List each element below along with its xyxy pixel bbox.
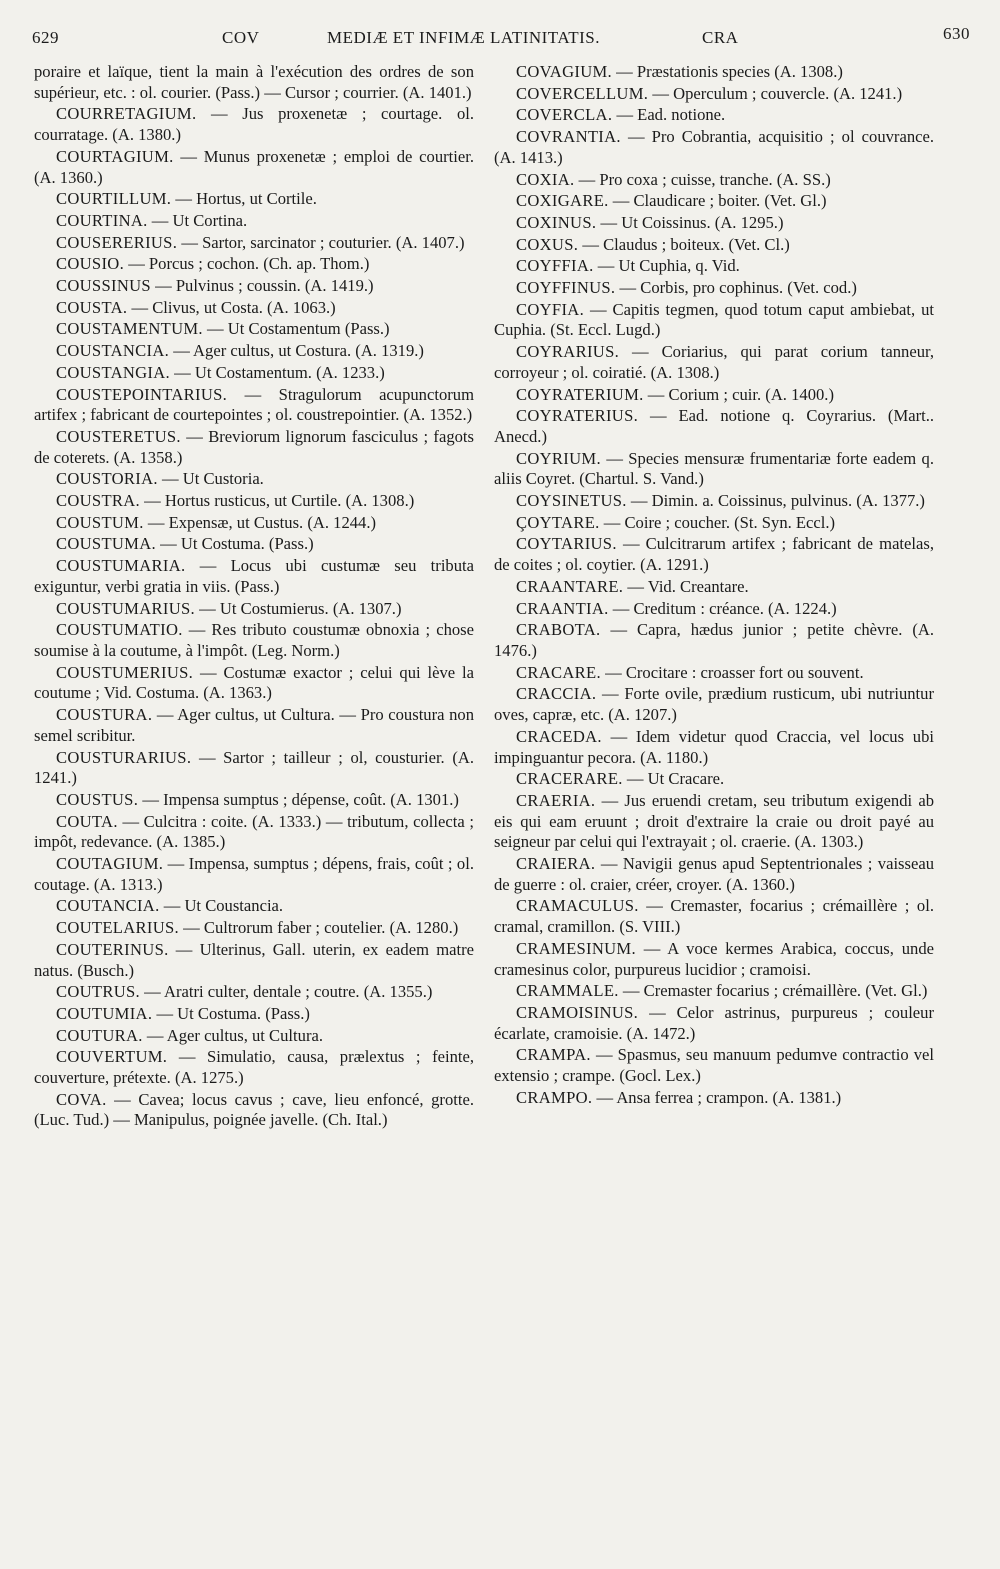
entry-definition: poraire et laïque, tient la main à l'exécution des ordres de son supérieur, etc. : ol. courier. (Pass.) — Cursor ; courrier. (A. 1401.): [34, 62, 474, 102]
dictionary-entry: [34, 104, 474, 145]
entry-definition: — Crocitare : croasser fort ou souvent.: [605, 662, 864, 682]
entry-definition: — Stragulorum acupunctorum artifex ; fabricant de courtepointes ; ol. coustrepointier. (A. 1352.): [34, 384, 474, 425]
entry-definition: — Celor astrinus, purpureus ; couleur écarlate, cramoisie. (A. 1472.): [494, 1002, 934, 1043]
entry-headword: COVA.: [56, 1089, 107, 1109]
entry-headword: COUTURA.: [56, 1025, 143, 1045]
entry-definition: — Res tributo coustumæ obnoxia ; chose soumise à la coutume, à l'impôt. (Leg. Norm.): [34, 620, 474, 660]
entry-definition: — Ut Cortina.: [151, 210, 248, 230]
entry-definition: — Ager cultus, ut Costura. (A. 1319.): [173, 341, 424, 361]
entry-definition: — Sartor ; tailleur ; ol, cousturier. (A. 1241.): [34, 747, 474, 788]
entry-definition: — Ead. notione.: [616, 105, 726, 125]
dictionary-entry: [34, 491, 474, 512]
entry-headword: COYRATERIUS.: [516, 406, 639, 426]
entry-headword: CRAMESINUM.: [516, 938, 636, 958]
entry-headword: COUTAGIUM.: [56, 854, 164, 874]
entry-headword: CRAMOISINUS.: [516, 1002, 639, 1022]
entry-definition: — Hortus, ut Cortile.: [175, 189, 317, 209]
entry-headword: COUSTURARIUS.: [56, 747, 192, 767]
entry-definition: — Impensa, sumptus ; dépens, frais, coût ; ol. coutage. (A. 1313.): [34, 854, 474, 894]
entry-headword: COUTUMIA.: [56, 1003, 153, 1023]
dictionary-entry: [34, 469, 474, 490]
dictionary-entry: [34, 276, 474, 297]
entry-headword: COYFIA.: [516, 299, 585, 319]
dictionary-entry: [34, 341, 474, 362]
dictionary-entry: [494, 577, 934, 598]
entry-definition: — Cultrorum faber ; coutelier. (A. 1280.): [183, 918, 459, 938]
entry-definition: — Munus proxenetæ ; emploi de courtier. (A. 1360.): [34, 146, 474, 187]
dictionary-entry: [494, 235, 934, 256]
entry-definition: — Porcus ; cochon. (Ch. ap. Thom.): [128, 254, 370, 274]
dictionary-entry: [34, 385, 474, 426]
entry-definition: — Ut Coustancia.: [163, 896, 284, 916]
dictionary-entry: [34, 982, 474, 1003]
dictionary-entry: [34, 556, 474, 597]
entry-definition: — Aratri culter, dentale ; coutre. (A. 1355.): [144, 982, 433, 1002]
entry-headword: CRAMACULUS.: [516, 896, 639, 916]
dictionary-entry: [494, 342, 934, 383]
entry-headword: COYRARIUS.: [516, 342, 620, 362]
page-number-left: 629: [32, 28, 59, 47]
dictionary-entry: [494, 1045, 934, 1086]
dictionary-entry: [494, 939, 934, 980]
entry-headword: COUSTUS.: [56, 789, 139, 809]
dictionary-entry: [494, 791, 934, 853]
dictionary-entry: [494, 896, 934, 937]
entry-headword: COUSTUMARIUS.: [56, 598, 195, 618]
dictionary-entry: [34, 254, 474, 275]
entry-headword: CRACCIA.: [516, 684, 597, 704]
entry-headword: COUSTUMATIO.: [56, 620, 183, 640]
dictionary-entry: [494, 105, 934, 126]
dictionary-entry: [494, 300, 934, 341]
entry-headword: CRAANTARE.: [516, 576, 624, 596]
entry-definition: — Corium ; cuir. (A. 1400.): [647, 384, 834, 404]
dictionary-entry: [494, 170, 934, 191]
entry-headword: COUTELARIUS.: [56, 918, 179, 938]
dictionary-entry: [494, 981, 934, 1002]
dictionary-entry: [34, 705, 474, 746]
entry-headword: COUSTUMERIUS.: [56, 662, 194, 682]
entry-definition: — Claudus ; boiteux. (Vet. Cl.): [582, 234, 790, 254]
entry-definition: — Pulvinus ; coussin. (A. 1419.): [155, 276, 374, 296]
dictionary-entry: [34, 854, 474, 895]
dictionary-entry: [34, 363, 474, 384]
dictionary-entry: [494, 534, 934, 575]
entry-headword: CRACARE.: [516, 662, 601, 682]
entry-definition: — Ulterinus, Gall. uterin, ex eadem matre natus. (Busch.): [34, 939, 474, 980]
entry-definition: — Impensa sumptus ; dépense, coût. (A. 1301.): [142, 789, 459, 809]
entry-headword: COUSTERETUS.: [56, 426, 181, 446]
entry-definition: — A voce kermes Arabica, coccus, unde cramesinus color, purpureus lucidior ; cramoisi.: [494, 938, 934, 979]
entry-headword: COUSTURA.: [56, 705, 153, 725]
entry-definition: — Idem videtur quod Craccia, vel locus ubi impinguantur pecora. (A. 1180.): [494, 726, 934, 767]
entry-definition: — Pro Cobrantia, acquisitio ; ol couvrance. (A. 1413.): [494, 127, 934, 167]
dictionary-entry: [34, 599, 474, 620]
entry-definition: — Creditum : créance. (A. 1224.): [612, 598, 837, 618]
dictionary-entry: [494, 513, 934, 534]
dictionary-entry: [34, 918, 474, 939]
dictionary-entry: [494, 213, 934, 234]
entry-definition: — Ansa ferrea ; crampon. (A. 1381.): [596, 1087, 842, 1107]
dictionary-entry: [34, 233, 474, 254]
entry-definition: — Sartor, sarcinator ; couturier. (A. 1407.): [181, 232, 465, 252]
entry-headword: COUSTUMA.: [56, 534, 156, 554]
entry-headword: CRAANTIA.: [516, 598, 609, 618]
dictionary-entry: [494, 1003, 934, 1044]
entry-headword: COUSTA.: [56, 297, 128, 317]
entry-headword: COVERCLA.: [516, 105, 613, 125]
dictionary-entry: [34, 189, 474, 210]
entry-definition: — Jus eruendi cretam, seu tributum exigendi ab eis qui eam eruunt ; droit d'extraire la craie ou droit payé au seigneur par celui qui l'extrayait ; ol. craerie. (A. 1303.): [494, 790, 934, 852]
entry-headword: COYRATERIUM.: [516, 384, 644, 404]
entry-headword: COUTANCIA.: [56, 896, 160, 916]
entry-definition: — Species mensuræ frumentariæ forte eadem q. aliis Coyret. (Chartul. S. Vand.): [494, 448, 934, 489]
entry-definition: — Coriarius, qui parat corium tanneur, corroyeur ; ol. coiratié. (A. 1308.): [494, 342, 934, 382]
entry-headword: COURTAGIUM.: [56, 146, 174, 166]
dictionary-entry: [494, 599, 934, 620]
dictionary-entry: [494, 385, 934, 406]
entry-headword: ÇOYTARE.: [516, 512, 600, 532]
entry-definition: — Cavea; locus cavus ; cave, lieu enfoncé, grotte. (Luc. Tud.) — Manipulus, poignée javelle. (Ch. Ital.): [34, 1089, 474, 1130]
dictionary-entry: [494, 191, 934, 212]
entry-headword: COYSINETUS.: [516, 491, 627, 511]
entry-headword: COUSTAMENTUM.: [56, 319, 203, 339]
entry-headword: COUSTEPOINTARIUS.: [56, 384, 228, 404]
entry-headword: COUSTUM.: [56, 512, 144, 532]
entry-definition: — Spasmus, seu manuum pedumve contractio vel extensio ; crampe. (Gocl. Lex.): [494, 1045, 934, 1086]
entry-definition: — Capitis tegmen, quod totum caput ambiebat, ut Cuphia. (St. Eccl. Lugd.): [494, 299, 935, 340]
entry-definition: — Pro coxa ; cuisse, tranche. (A. SS.): [578, 169, 831, 189]
entry-headword: COUSTANGIA.: [56, 362, 170, 382]
entry-headword: COXIGARE.: [516, 191, 609, 211]
entry-headword: COYTARIUS.: [516, 534, 617, 554]
entry-headword: COURRETAGIUM.: [56, 104, 197, 124]
entry-definition: — Costumæ exactor ; celui qui lève la coutume ; Vid. Costuma. (A. 1363.): [34, 662, 474, 703]
dictionary-entry: [494, 854, 934, 895]
dictionary-entry: [34, 147, 474, 188]
dictionary-entry: [494, 278, 934, 299]
entry-definition: — Ut Cracare.: [626, 769, 725, 789]
dictionary-entry: [34, 513, 474, 534]
dictionary-entry: [34, 940, 474, 981]
entry-definition: — Navigii genus apud Septentrionales ; vaisseau de guerre : ol. craier, créer, croyer. (A. 1360.): [494, 854, 934, 894]
entry-definition: — Hortus rusticus, ut Curtile. (A. 1308.): [144, 491, 415, 511]
entry-definition: — Ut Costumierus. (A. 1307.): [199, 598, 402, 618]
entry-definition: — Præstationis species (A. 1308.): [616, 62, 843, 81]
entry-headword: COUSSINUS: [56, 276, 151, 296]
dictionary-entry: [494, 491, 934, 512]
dictionary-entry: [494, 406, 934, 447]
entry-definition: — Ut Custoria.: [161, 469, 264, 489]
entry-definition: — Breviorum lignorum fasciculus ; fagots de coterets. (A. 1358.): [34, 426, 474, 467]
right-column: [494, 62, 934, 1109]
entry-definition: — Clivus, ut Costa. (A. 1063.): [131, 297, 336, 317]
entry-definition: — Ager cultus, ut Cultura. — Pro coustura non semel scribitur.: [34, 705, 474, 745]
entry-headword: CRACERARE.: [516, 769, 623, 789]
entry-headword: CRAMPA.: [516, 1045, 591, 1065]
running-title: MEDIÆ ET INFIMÆ LATINITATIS.: [327, 28, 600, 47]
entry-headword: COUSTRA.: [56, 491, 140, 511]
entry-definition: — Jus proxenetæ ; courtage. ol. courratage. (A. 1380.): [34, 104, 474, 145]
entry-headword: COVRANTIA.: [516, 127, 621, 147]
entry-headword: COUSTANCIA.: [56, 341, 170, 361]
entry-headword: COYFFINUS.: [516, 278, 616, 298]
entry-definition: — Forte ovile, prædium rusticum, ubi nutriuntur oves, capræ, etc. (A. 1207.): [494, 684, 934, 725]
dictionary-entry: [34, 896, 474, 917]
entry-headword: CRAERIA.: [516, 790, 596, 810]
dictionary-entry: [494, 256, 934, 277]
dictionary-entry: [34, 748, 474, 789]
dictionary-entry: [34, 790, 474, 811]
dictionary-entry: [494, 62, 934, 83]
dictionary-entry: [34, 1090, 474, 1131]
entry-definition: — Ut Costamentum. (A. 1233.): [174, 362, 385, 382]
dictionary-entry: [34, 1047, 474, 1088]
entry-headword: COXIA.: [516, 169, 575, 189]
dictionary-entry: [34, 1004, 474, 1025]
entry-headword: COUSERERIUS.: [56, 232, 178, 252]
entry-headword: COUSTUMARIA.: [56, 556, 186, 576]
dictionary-entry: [34, 1026, 474, 1047]
entry-definition: — Cremaster focarius ; crémaillère. (Vet. Gl.): [622, 981, 928, 1001]
entry-headword: CRACEDA.: [516, 726, 602, 746]
entry-definition: — Ut Cuphia, q. Vid.: [597, 256, 740, 276]
entry-headword: COURTILLUM.: [56, 189, 172, 209]
entry-definition: — Locus ubi custumæ seu tributa exiguntur, verbi gratia in viis. (Pass.): [34, 556, 474, 596]
entry-definition: — Coire ; coucher. (St. Syn. Eccl.): [603, 512, 836, 532]
entry-headword: COURTINA.: [56, 210, 148, 230]
entry-headword: COYRIUM.: [516, 448, 601, 468]
entry-headword: CRABOTA.: [516, 620, 601, 640]
dictionary-entry: [494, 127, 934, 168]
entry-definition: — Ead. notione q. Coyrarius. (Mart.. Anecd.): [494, 406, 934, 446]
entry-headword: COYFFIA.: [516, 256, 594, 276]
entry-headword: COUTERINUS.: [56, 939, 169, 959]
entry-definition: — Culcitra : coite. (A. 1333.) — tributum, collecta ; impôt, redevance. (A. 1385.): [34, 811, 474, 852]
entry-headword: COUTRUS.: [56, 982, 140, 1002]
entry-headword: CRAMPO.: [516, 1087, 593, 1107]
page-number-right: 630: [943, 24, 970, 43]
dictionary-entry: [494, 663, 934, 684]
dictionary-entry: [34, 298, 474, 319]
entry-definition: — Corbis, pro cophinus. (Vet. cod.): [619, 278, 857, 298]
entry-definition: — Ager cultus, ut Cultura.: [146, 1025, 323, 1045]
entry-definition: — Culcitrarum artifex ; fabricant de matelas, de coites ; ol. coytier. (A. 1291.): [494, 534, 934, 575]
entry-definition: — Dimin. a. Coissinus, pulvinus. (A. 1377.): [630, 491, 925, 511]
dictionary-entry: [34, 534, 474, 555]
dictionary-entry: [494, 449, 934, 490]
entry-definition: — Ut Costamentum (Pass.): [207, 319, 390, 339]
entry-definition: — Ut Costuma. (Pass.): [160, 534, 314, 554]
entry-headword: COVAGIUM.: [516, 62, 612, 81]
entry-headword: COUVERTUM.: [56, 1047, 168, 1067]
entry-headword: COXINUS.: [516, 212, 597, 232]
dictionary-entry: [34, 620, 474, 661]
entry-headword: CRAMMALE.: [516, 981, 619, 1001]
entry-headword: COUSIO.: [56, 254, 125, 274]
dictionary-entry: [494, 684, 934, 725]
guide-word-right: CRA: [702, 28, 739, 47]
dictionary-entry: [494, 1088, 934, 1109]
entry-definition: — Cremaster, focarius ; crémaillère ; ol. cramal, cramillon. (S. VIII.): [494, 896, 934, 937]
entry-headword: COXUS.: [516, 234, 579, 254]
entry-headword: CRAIERA.: [516, 854, 596, 874]
dictionary-entry: [34, 427, 474, 468]
dictionary-entry: [34, 319, 474, 340]
dictionary-entry: [34, 812, 474, 853]
entry-definition: — Simulatio, causa, prælextus ; feinte, couverture, prétexte. (A. 1275.): [34, 1047, 474, 1088]
entry-definition: — Vid. Creantare.: [627, 576, 749, 596]
entry-headword: COUTA.: [56, 811, 118, 831]
entry-definition: — Ut Coissinus. (A. 1295.): [600, 212, 784, 232]
dictionary-entry: [494, 620, 934, 661]
dictionary-entry: [34, 663, 474, 704]
dictionary-entry: [34, 211, 474, 232]
dictionary-entry: [34, 62, 474, 103]
entry-headword: COVERCELLUM.: [516, 83, 649, 103]
page-header: [32, 24, 970, 58]
dictionary-entry: [494, 727, 934, 768]
entry-definition: — Ut Costuma. (Pass.): [156, 1003, 310, 1023]
entry-headword: COUSTORIA.: [56, 469, 158, 489]
entry-definition: — Operculum ; couvercle. (A. 1241.): [652, 83, 903, 103]
entry-definition: — Claudicare ; boiter. (Vet. Gl.): [612, 191, 827, 211]
entry-definition: — Expensæ, ut Custus. (A. 1244.): [147, 512, 377, 532]
dictionary-entry: [494, 84, 934, 105]
left-column: [34, 62, 474, 1132]
entry-definition: — Capra, hædus junior ; petite chèvre. (A. 1476.): [494, 620, 934, 660]
guide-word-left: COV: [222, 28, 260, 47]
dictionary-entry: [494, 769, 934, 790]
